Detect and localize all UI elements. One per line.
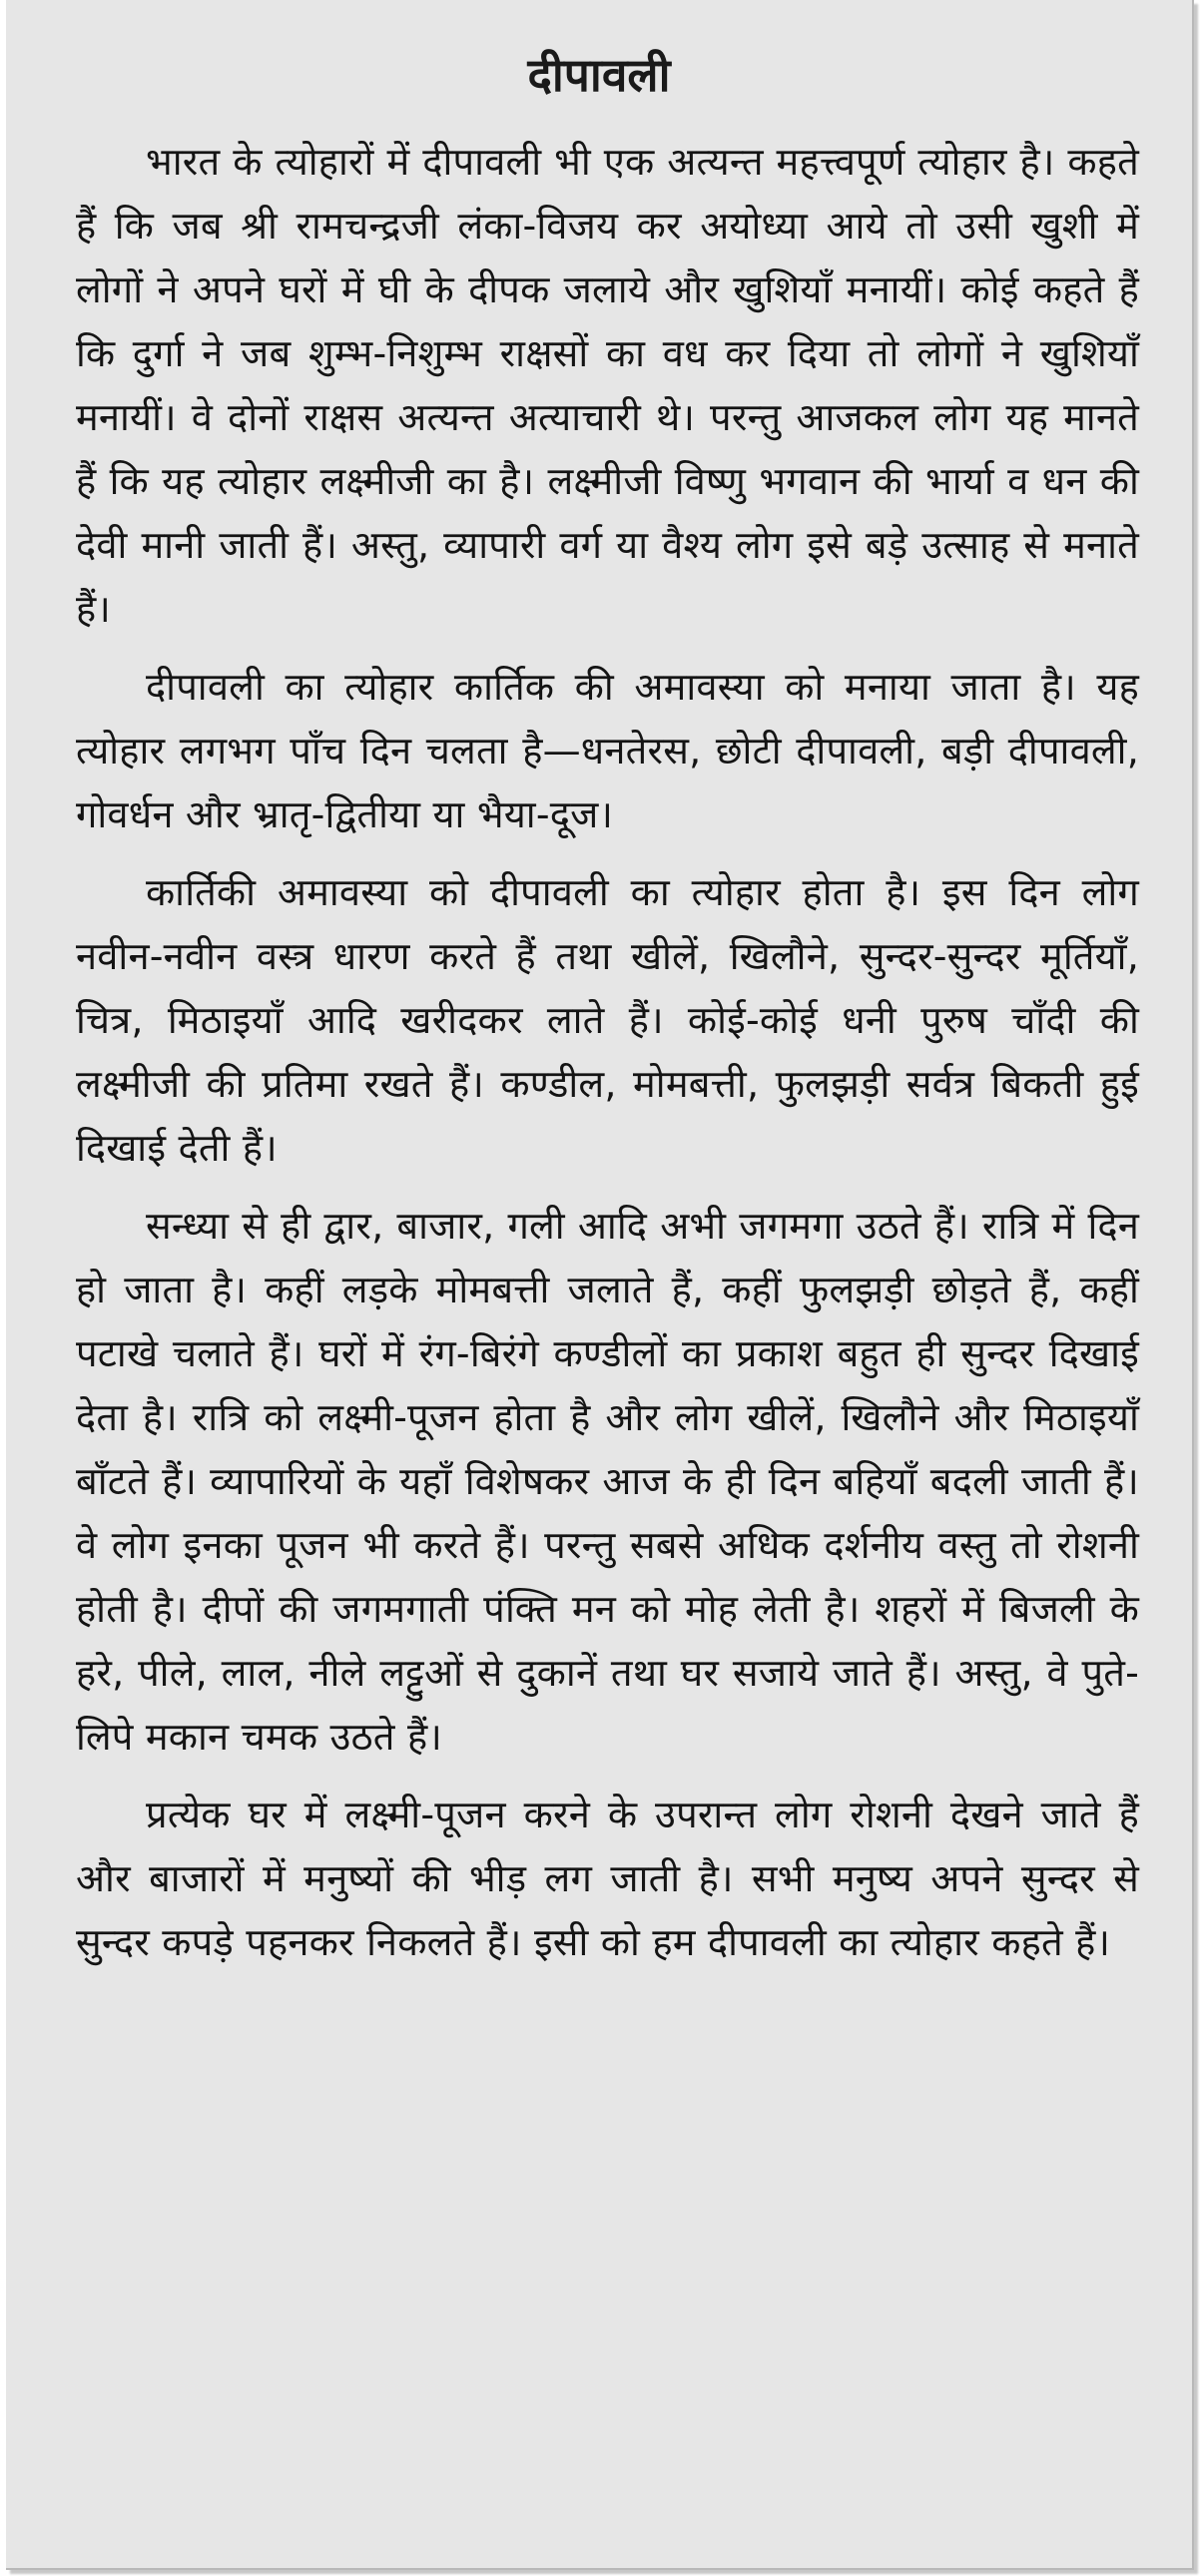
paragraph-3: कार्तिकी अमावस्या को दीपावली का त्योहार होता है। इस दिन लोग नवीन-नवीन वस्त्र धारण करते हैं तथा खीलें, खिलौने, सुन्दर-सुन्दर मूर्तियाँ, चित्र, मिठाइयाँ आदि खरीदकर लाते हैं। कोई-कोई धनी पुरुष चाँदी की लक्ष्मीजी की प्रतिमा रखते हैं। कण्डील, मोमबत्ती, फुलझड़ी सर्वत्र बिकती हुई दिखाई देती हैं। [76,870,1139,1170]
paragraph-5: प्रत्येक घर में लक्ष्मी-पूजन करने के उपरान्त लोग रोशनी देखने जाते हैं और बाजारों में मनुष्यों की भीड़ लग जाती है। सभी मनुष्य अपने सुन्दर से सुन्दर कपड़े पहनकर निकलते हैं। इसी को हम दीपावली का त्योहार कहते हैं। [76,1793,1139,1964]
paragraph-4: सन्ध्या से ही द्वार, बाजार, गली आदि अभी जगमगा उठते हैं। रात्रि में दिन हो जाता है। कहीं लड़के मोमबत्ती जलाते हैं, कहीं फुलझड़ी छोड़ते हैं, कहीं पटाखे चलाते हैं। घरों में रंग-बिरंगे कण्डीलों का प्रकाश बहुत ही सुन्दर दिखाई देता है। रात्रि को लक्ष्मी-पूजन होता है और लोग खीलें, खिलौने और मिठाइयाँ बाँटते हैं। व्यापारियों के यहाँ विशेषकर आज के ही दिन बहियाँ बदली जाती हैं। वे लोग इनका पूजन भी करते हैं। परन्तु सबसे अधिक दर्शनीय वस्तु तो रोशनी होती है। दीपों की जगमगाती पंक्ति मन को मोह लेती है। शहरों में बिजली के हरे, पीले, लाल, नीले लट्टुओं से दुकानें तथा घर सजाये जाते हैं। अस्तु, वे पुते-लिपे मकान चमक उठते हैं। [76,1204,1139,1759]
paragraph-1: भारत के त्योहारों में दीपावली भी एक अत्यन्त महत्त्वपूर्ण त्योहार है। कहते हैं कि जब श्री रामचन्द्रजी लंका-विजय कर अयोध्या आये तो उसी खुशी में लोगों ने अपने घरों में घी के दीपक जलाये और खुशियाँ मनायीं। कोई कहते हैं कि दुर्गा ने जब शुम्भ-निशुम्भ राक्षसों का वध कर दिया तो लोगों ने खुशियाँ मनायीं। वे दोनों राक्षस अत्यन्त अत्याचारी थे। परन्तु आजकल लोग यह मानते हैं कि यह त्योहार लक्ष्मीजी का है। लक्ष्मीजी विष्णु भगवान की भार्या व धन की देवी मानी जाती हैं। अस्तु, व्यापारी वर्ग या वैश्य लोग इसे बड़े उत्साह से मनाते हैं। [76,140,1139,631]
essay-title: दीपावली [527,48,671,102]
scanned-page [6,0,1194,2570]
paragraph-2: दीपावली का त्योहार कार्तिक की अमावस्या को मनाया जाता है। यह त्योहार लगभग पाँच दिन चलता है—धनतेरस, छोटी दीपावली, बड़ी दीपावली, गोवर्धन और भ्रातृ-द्वितीया या भैया-दूज। [76,665,1139,836]
essay-body [76,130,1139,1988]
